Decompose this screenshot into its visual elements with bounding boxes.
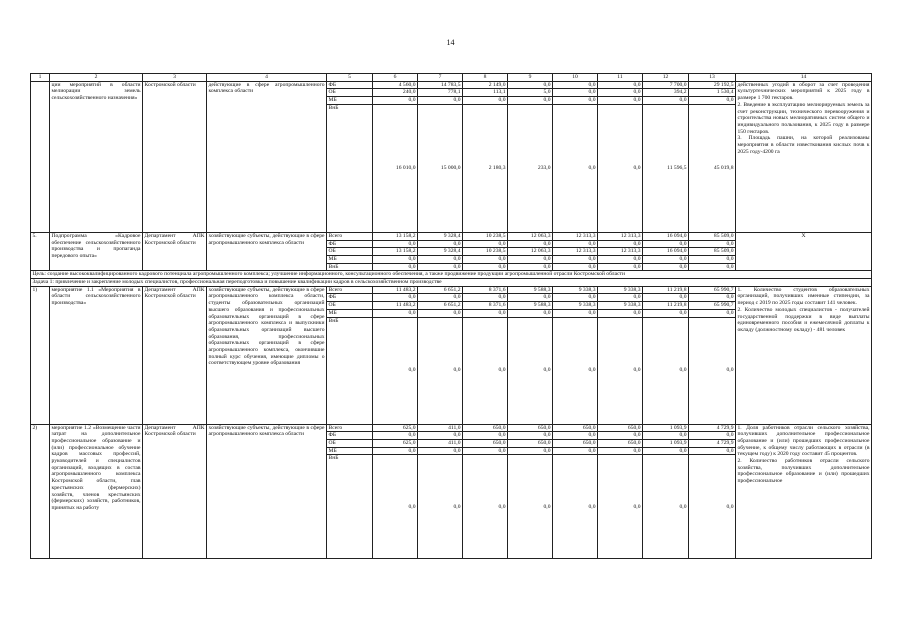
amount-cell: 0,0	[463, 294, 508, 302]
amount-cell: 0,0	[508, 255, 553, 263]
amount-cell: 10 238,5	[463, 248, 508, 256]
total-cell: 0,0	[689, 240, 736, 248]
amount-cell: 650,0	[598, 439, 643, 447]
executor: Костромской области	[143, 81, 207, 232]
source-label: ВнБ	[327, 317, 373, 424]
amount-cell: 0,0	[418, 294, 463, 302]
total-cell: 0,0	[689, 317, 736, 424]
amount-cell: 113,1	[463, 89, 508, 97]
amount-cell: 0,0	[373, 97, 418, 105]
amount-cell: 2 149,0	[463, 81, 508, 89]
header-cell: 9	[508, 74, 553, 82]
executor: Департамент АПК Костромской области	[143, 286, 207, 424]
amount-cell: 0,0	[553, 455, 598, 559]
amount-cell: 12 063,3	[508, 232, 553, 240]
amount-cell: 0,0	[418, 447, 463, 455]
expected-result: 1. Количество студентов образовательных организаций, получивших именные стипендии, за период с 2019 по 2025 годы составит 141 человек. 2. Количество молодых специалистов - получателей государственной поддержки в виде выплаты единовременного пособия и ежемесячной доплаты к окладу (должностному окладу) - 481 человек	[736, 286, 872, 424]
participants: хозяйствующие субъекты, действующие в сфере агропромышленного комплекса области	[207, 232, 327, 271]
amount-cell: 0,0	[598, 317, 643, 424]
amount-cell: 0,0	[373, 317, 418, 424]
amount-cell: 14 783,5	[418, 81, 463, 89]
source-label: ОБ	[327, 439, 373, 447]
amount-cell: 650,0	[553, 424, 598, 432]
amount-cell: 394,2	[643, 89, 689, 97]
participants: хозяйствующие субъекты, действующие в сфере агропромышленного комплекса области	[207, 424, 327, 559]
header-row	[31, 74, 872, 82]
row-number	[31, 81, 50, 232]
amount-cell: 0,0	[553, 432, 598, 440]
total-cell: 0,0	[689, 255, 736, 263]
amount-cell: 0,0	[598, 455, 643, 559]
amount-cell: 0,0	[643, 447, 689, 455]
amount-cell: 0,0	[643, 317, 689, 424]
amount-cell: 0,0	[418, 263, 463, 271]
amount-cell: 12 063,3	[508, 248, 553, 256]
total-cell: 0,0	[689, 97, 736, 105]
total-cell: 0,0	[689, 294, 736, 302]
amount-cell: 2 180,3	[463, 104, 508, 232]
measure-name: мероприятие 1.1 «Мероприятия в области сельскохозяйственного производства»	[50, 286, 143, 424]
source-label: ФБ	[327, 432, 373, 440]
total-cell: 85 509,0	[689, 248, 736, 256]
amount-cell: 9 338,3	[598, 286, 643, 294]
header-cell: 5	[327, 74, 373, 82]
source-label: ФБ	[327, 294, 373, 302]
amount-cell: 16 094,0	[643, 248, 689, 256]
amount-cell: 0,0	[643, 263, 689, 271]
block-measure-1-2	[31, 424, 872, 559]
amount-cell: 0,0	[508, 294, 553, 302]
amount-cell: 0,0	[553, 263, 598, 271]
header-cell: 1	[31, 74, 50, 82]
amount-cell: 4 560,0	[373, 81, 418, 89]
amount-cell: 650,0	[508, 439, 553, 447]
amount-cell: 9 328,4	[418, 248, 463, 256]
amount-cell: 650,0	[463, 424, 508, 432]
amount-cell: 233,0	[508, 104, 553, 232]
amount-cell: 0,0	[598, 104, 643, 232]
measure-name: Подпрограмма «Кадровое обеспечение сельскохозяйственного производства и пропаганда передового опыта»	[50, 232, 143, 271]
goal-row	[31, 271, 872, 279]
total-cell: 4 729,9	[689, 424, 736, 432]
participants: действующие в сфере агропромышленного комплекса области	[207, 81, 327, 232]
header-cell: 6	[373, 74, 418, 82]
amount-cell: 0,0	[553, 317, 598, 424]
amount-cell: 0,0	[418, 455, 463, 559]
amount-cell: 0,0	[463, 97, 508, 105]
amount-cell: 240,0	[373, 89, 418, 97]
amount-cell: 0,0	[598, 432, 643, 440]
amount-cell: 0,0	[463, 447, 508, 455]
amount-cell: 0,0	[598, 294, 643, 302]
amount-cell: 0,0	[598, 447, 643, 455]
amount-cell: 0,0	[373, 263, 418, 271]
budget-table	[30, 73, 872, 559]
amount-cell: 0,0	[643, 455, 689, 559]
source-label: МБ	[327, 255, 373, 263]
amount-cell: 16 094,0	[643, 232, 689, 240]
amount-cell: 7 700,0	[643, 81, 689, 89]
amount-cell: 0,0	[418, 240, 463, 248]
amount-cell: 0,0	[643, 432, 689, 440]
amount-cell: 15 000,0	[418, 104, 463, 232]
amount-cell: 0,0	[553, 309, 598, 317]
amount-cell: 0,0	[418, 255, 463, 263]
source-label: МБ	[327, 309, 373, 317]
amount-cell: 0,0	[418, 309, 463, 317]
header-cell: 10	[553, 74, 598, 82]
amount-cell: 411,0	[418, 439, 463, 447]
amount-cell: 0,0	[598, 81, 643, 89]
amount-cell: 0,0	[463, 317, 508, 424]
amount-cell: 0,0	[598, 309, 643, 317]
amount-cell: 778,1	[418, 89, 463, 97]
total-cell: 65 990,7	[689, 302, 736, 310]
header-cell: 2	[50, 74, 143, 82]
amount-cell: 9 338,3	[553, 302, 598, 310]
amount-cell: 0,0	[553, 104, 598, 232]
participants: хозяйствующие субъекты, действующие в сфере агропромышленного комплекса области, студенты образовательных организаций высшего образования и профессиональных образовательных организаций в сфере агропромышленного комплекса и выпускники образовательных организаций высшего образования, профессиональных образовательных организаций в сфере агропромышленного комплекса, окончившие полный курс обучения, имеющие дипломы о соответствующем уровне образования	[207, 286, 327, 424]
amount-cell: 0,0	[508, 432, 553, 440]
amount-cell: 12 313,3	[598, 232, 643, 240]
amount-cell: 0,0	[553, 240, 598, 248]
source-label: Всего	[327, 232, 373, 240]
amount-cell: 0,0	[508, 263, 553, 271]
amount-cell: 0,0	[373, 240, 418, 248]
amount-cell: 0,0	[508, 81, 553, 89]
block-subprogram-5	[31, 232, 872, 271]
header-cell: 13	[689, 74, 736, 82]
amount-cell: 0,0	[553, 447, 598, 455]
total-cell: 0,0	[689, 432, 736, 440]
amount-cell: 625,0	[373, 439, 418, 447]
source-label: ОБ	[327, 89, 373, 97]
amount-cell: 0,0	[463, 263, 508, 271]
amount-cell: 0,0	[373, 432, 418, 440]
source-label: Всего	[327, 286, 373, 294]
amount-cell: 12 313,3	[598, 248, 643, 256]
amount-cell: 0,0	[373, 447, 418, 455]
amount-cell: 8 371,6	[463, 302, 508, 310]
amount-cell: 0,0	[553, 97, 598, 105]
amount-cell: 9 338,3	[598, 302, 643, 310]
amount-cell: 0,0	[598, 255, 643, 263]
task-row	[31, 279, 872, 287]
expected-result: действенных угодий в оборот за счет проведения культуртехнических мероприятий к 2025 году в размере 1 700 гектаров. 2. Введение в эксплуатацию мелиорируемых земель за счет реконструкции, технического перевооружения и строительства новых мелиоративных систем общего и индивидуального пользования, к 2025 году в размере 150 гектаров. 3. Площадь пашни, на которой реализованы мероприятия в области известкования кислых почв к 2025 году-4200 га	[736, 81, 872, 232]
amount-cell: 0,0	[418, 97, 463, 105]
source-label: ВнБ	[327, 455, 373, 559]
total-cell: 65 990,7	[689, 286, 736, 294]
amount-cell: 0,0	[553, 255, 598, 263]
executor: Департамент АПК Костромской области	[143, 424, 207, 559]
amount-cell: 0,0	[508, 309, 553, 317]
header-cell: 4	[207, 74, 327, 82]
amount-cell: 0,0	[508, 97, 553, 105]
amount-cell: 0,0	[463, 432, 508, 440]
header-cell: 14	[736, 74, 872, 82]
total-cell: 1 530,4	[689, 89, 736, 97]
source-label: ВнБ	[327, 104, 373, 232]
amount-cell: 11 596,5	[643, 104, 689, 232]
source-label: ОБ	[327, 248, 373, 256]
amount-cell: 0,0	[598, 240, 643, 248]
amount-cell: 0,0	[598, 263, 643, 271]
amount-cell: 13 158,2	[373, 232, 418, 240]
amount-cell: 0,0	[373, 255, 418, 263]
amount-cell: 12 313,3	[553, 248, 598, 256]
page-number: 14	[446, 38, 455, 47]
amount-cell: 650,0	[463, 439, 508, 447]
total-cell: 0,0	[689, 447, 736, 455]
total-cell: 0,0	[689, 309, 736, 317]
amount-cell: 650,0	[553, 439, 598, 447]
block-meliorization	[31, 81, 872, 232]
total-cell: 0,0	[689, 455, 736, 559]
amount-cell: 0,0	[463, 255, 508, 263]
amount-cell: 5,0	[508, 89, 553, 97]
amount-cell: 0,0	[643, 240, 689, 248]
source-label: ФБ	[327, 240, 373, 248]
amount-cell: 12 313,3	[553, 232, 598, 240]
amount-cell: 411,0	[418, 424, 463, 432]
row-number: 1)	[31, 286, 50, 424]
executor: Департамент АПК Костромской области	[143, 232, 207, 271]
amount-cell: 0,0	[643, 309, 689, 317]
amount-cell: 0,0	[418, 432, 463, 440]
amount-cell: 11 219,8	[643, 286, 689, 294]
amount-cell: 0,0	[643, 97, 689, 105]
amount-cell: 11 219,8	[643, 302, 689, 310]
amount-cell: 0,0	[508, 455, 553, 559]
amount-cell: 0,0	[418, 317, 463, 424]
amount-cell: 0,0	[463, 455, 508, 559]
expected-result: X	[736, 232, 872, 271]
amount-cell: 9 588,3	[508, 302, 553, 310]
amount-cell: 0,0	[463, 240, 508, 248]
source-label: ОБ	[327, 302, 373, 310]
amount-cell: 1 093,9	[643, 424, 689, 432]
measure-name: ции мероприятий в области мелиорации земель сельскохозяйственного назначения»	[50, 81, 143, 232]
expected-result: 1. Доля работников отрасли сельского хозяйства, получивших дополнительное профессиональное образование и (или) прошедших профессиональное обучение, к общему числу работающих в отрасли (в текущем году) к 2020 году составит 45 процентов. 2. Количество работников отрасли сельского хозяйства, получивших дополнительное профессиональное образование и (или) прошедших профессиональное	[736, 424, 872, 559]
total-cell: 29 192,5	[689, 81, 736, 89]
amount-cell: 9 338,3	[553, 286, 598, 294]
header-cell: 3	[143, 74, 207, 82]
amount-cell: 0,0	[553, 89, 598, 97]
amount-cell: 9 588,3	[508, 286, 553, 294]
amount-cell: 650,0	[598, 424, 643, 432]
amount-cell: 0,0	[508, 447, 553, 455]
header-cell: 7	[418, 74, 463, 82]
amount-cell: 6 651,2	[418, 302, 463, 310]
header-cell: 12	[643, 74, 689, 82]
amount-cell: 0,0	[373, 294, 418, 302]
amount-cell: 10 238,5	[463, 232, 508, 240]
source-label: МБ	[327, 447, 373, 455]
amount-cell: 0,0	[373, 309, 418, 317]
amount-cell: 6 651,2	[418, 286, 463, 294]
total-cell: 85 509,0	[689, 232, 736, 240]
amount-cell: 0,0	[598, 89, 643, 97]
goal-text: Цель: создание высококвалифицированного кадрового потенциала агропромышленного комплекса; улучшение информационного, консультационного обеспечения, а также продвижение продукции агропромышленной отрасли Костромской области	[31, 271, 872, 279]
amount-cell: 16 010,0	[373, 104, 418, 232]
measure-name: мероприятие 1.2 «Возмещение части затрат на дополнительное профессиональное образование и (или) профессиональное обучение кадров массовых профессий, руководителей и специалистов организаций, входящих в состав агропромышленного комплекса Костромской области, глав крестьянских (фермерских) хозяйств, членов крестьянских (фермерских) хозяйств, работников, принятых на работу	[50, 424, 143, 559]
source-label: МБ	[327, 97, 373, 105]
total-cell: 45 019,8	[689, 104, 736, 232]
total-cell: 0,0	[689, 263, 736, 271]
amount-cell: 0,0	[598, 97, 643, 105]
task-text: Задача 1: привлечение и закрепление молодых специалистов, профессиональная переподготовка и повышение квалификации кадров в сельскохозяйственном производстве	[31, 279, 872, 287]
total-cell: 4 729,9	[689, 439, 736, 447]
amount-cell: 0,0	[508, 317, 553, 424]
amount-cell: 1 093,9	[643, 439, 689, 447]
amount-cell: 0,0	[463, 309, 508, 317]
amount-cell: 650,0	[508, 424, 553, 432]
amount-cell: 0,0	[373, 455, 418, 559]
amount-cell: 8 371,6	[463, 286, 508, 294]
amount-cell: 0,0	[553, 81, 598, 89]
amount-cell: 11 483,2	[373, 302, 418, 310]
row-number: 5.	[31, 232, 50, 271]
amount-cell: 9 328,4	[418, 232, 463, 240]
source-label: Всего	[327, 424, 373, 432]
amount-cell: 0,0	[553, 294, 598, 302]
header-cell: 11	[598, 74, 643, 82]
source-label: ФБ	[327, 81, 373, 89]
source-label: ВнБ	[327, 263, 373, 271]
amount-cell: 13 158,2	[373, 248, 418, 256]
block-measure-1-1	[31, 286, 872, 424]
amount-cell: 11 483,2	[373, 286, 418, 294]
header-cell: 8	[463, 74, 508, 82]
row-number: 2)	[31, 424, 50, 559]
amount-cell: 0,0	[508, 240, 553, 248]
amount-cell: 0,0	[643, 255, 689, 263]
amount-cell: 625,0	[373, 424, 418, 432]
amount-cell: 0,0	[643, 294, 689, 302]
